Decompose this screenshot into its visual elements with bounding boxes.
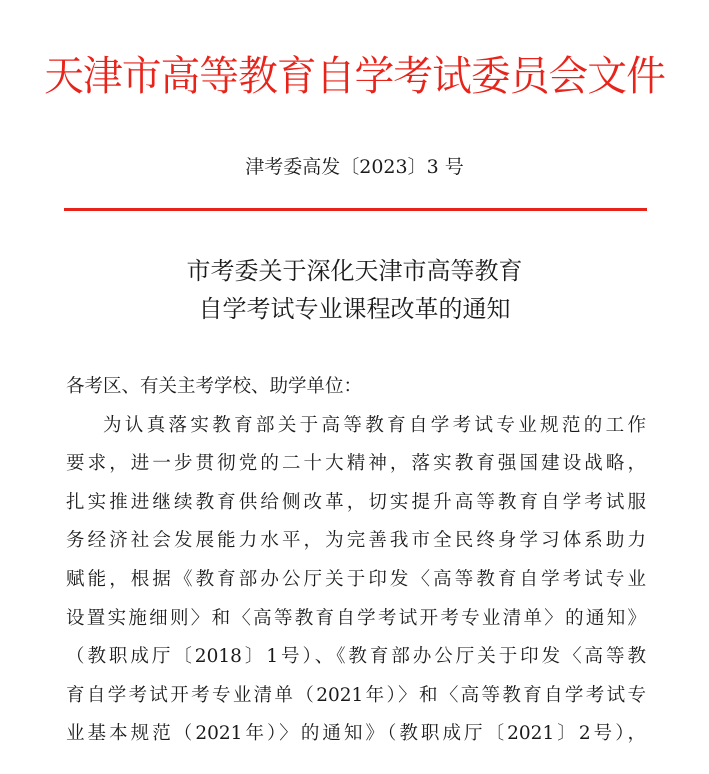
body-line: 赋能，根据《教育部办公厅关于印发〈高等教育自学考试专业 bbox=[66, 568, 646, 590]
notice-body bbox=[66, 368, 646, 754]
body-line: 业基本规范（2021年）〉的通知》（教职成厅〔2021〕2号）， bbox=[66, 723, 646, 745]
document-number: 津考委高发〔2023〕3 号 bbox=[245, 156, 464, 178]
body-line: 务经济社会发展能力水平，为完善我市全民终身学习体系助力 bbox=[66, 530, 646, 552]
notice-title-line-1: 市考委关于深化天津市高等教育 bbox=[186, 257, 523, 285]
red-divider-line bbox=[64, 208, 647, 211]
body-line: 要求，进一步贯彻党的二十大精神，落实教育强国建设战略， bbox=[66, 453, 646, 475]
body-line: （教职成厅〔2018〕1号）、《教育部办公厅关于印发〈高等教 bbox=[66, 646, 646, 668]
body-line: 育自学考试开考专业清单（2021年）〉和〈高等教育自学考试专 bbox=[66, 684, 646, 706]
body-line: 扎实推进继续教育供给侧改革，切实提升高等教育自学考试服 bbox=[66, 491, 646, 513]
salutation: 各考区、有关主考学校、助学单位： bbox=[66, 376, 363, 397]
body-line: 设置实施细则〉和〈高等教育自学考试开考专业清单〉的通知》 bbox=[66, 607, 646, 629]
issuing-authority-header: 天津市高等教育自学考试委员会文件 bbox=[44, 52, 665, 100]
notice-title bbox=[0, 252, 709, 328]
notice-title-line-2: 自学考试专业课程改革的通知 bbox=[198, 295, 511, 323]
body-line: 为认真落实教育部关于高等教育自学考试专业规范的工作 bbox=[103, 414, 646, 436]
